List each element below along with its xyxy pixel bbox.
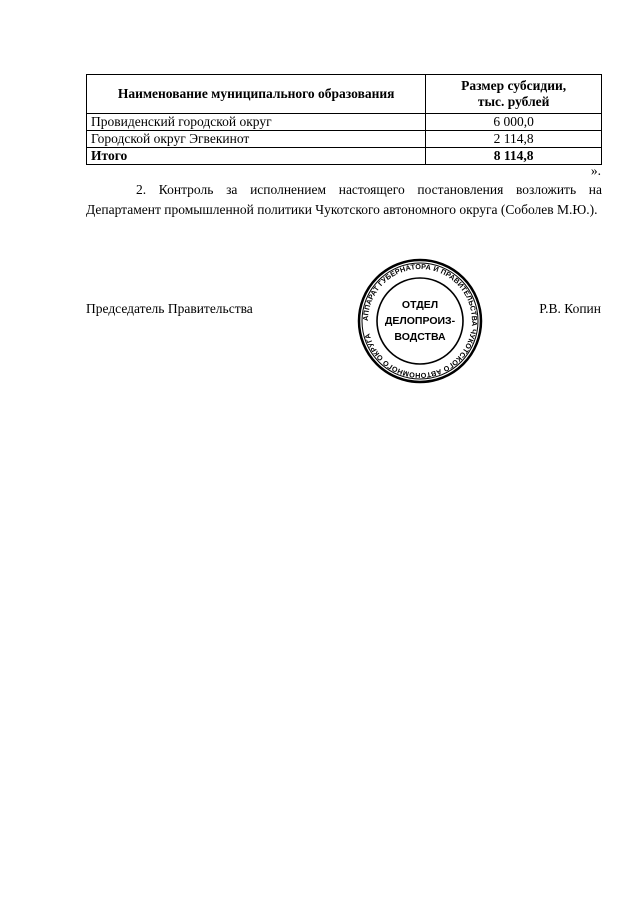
header-amount-line1: Размер субсидии, <box>461 78 567 93</box>
stamp-ring-textpath: АППАРАТ ГУБЕРНАТОРА И ПРАВИТЕЛЬСТВА ЧУКОТСКОГО АВТОНОМНОГО ОКРУГА <box>360 261 480 381</box>
total-label: Итого <box>87 148 426 165</box>
row-municipality: Городской округ Эгвекинот <box>87 131 426 148</box>
header-municipality-label: Наименование муниципального образования <box>117 86 395 101</box>
table-row <box>87 114 602 131</box>
subsidy-table <box>86 74 602 165</box>
table-header-row <box>87 75 602 114</box>
signatory-name: Р.В. Копин <box>539 301 601 316</box>
official-stamp <box>357 258 483 384</box>
row-amount: 2 114,8 <box>426 131 602 148</box>
table-row <box>87 131 602 148</box>
row-municipality: Провиденский городской округ <box>87 114 426 131</box>
control-paragraph: 2. Контроль за исполнением настоящего постановления возложить на Департамент промышленной политики Чукотского автономного округа (Соболев М.Ю.). <box>86 182 602 217</box>
closing-quote: ». <box>590 163 601 178</box>
header-municipality <box>87 75 426 114</box>
row-amount: 6 000,0 <box>426 114 602 131</box>
header-amount <box>426 75 602 114</box>
signatory-title: Председатель Правительства <box>86 301 253 316</box>
stamp-line3: ВОДСТВА <box>394 331 446 343</box>
header-amount-line2: тыс. рублей <box>477 94 550 109</box>
stamp-line1: ОТДЕЛ <box>401 299 439 311</box>
stamp-line2: ДЕЛОПРОИЗ- <box>384 315 456 327</box>
table-total-row <box>87 148 602 165</box>
total-amount: 8 114,8 <box>426 148 602 165</box>
